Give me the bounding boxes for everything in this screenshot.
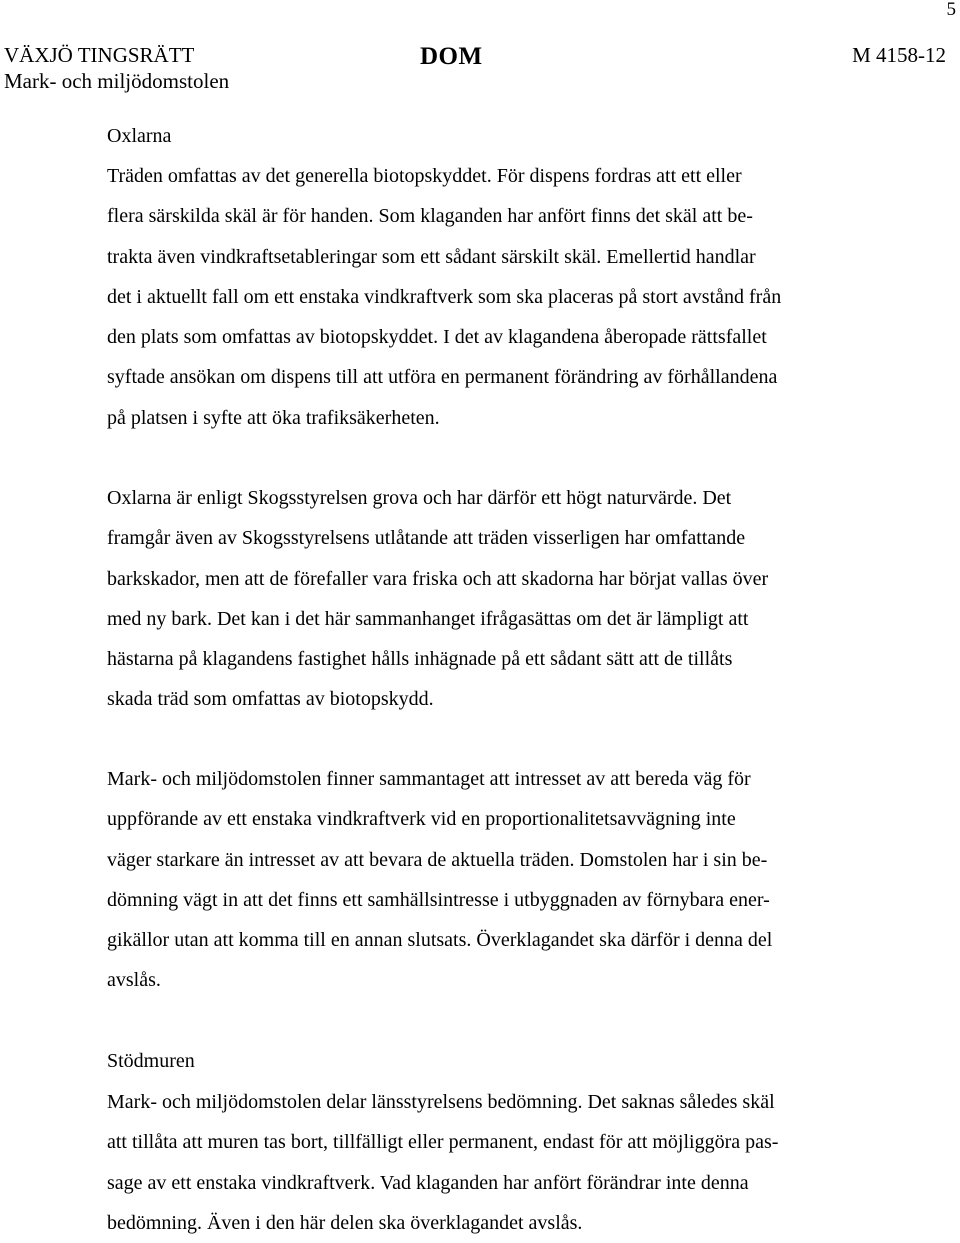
text-line: barkskador, men att de förefaller vara friska och att skadorna har börjat vallas över [107,567,769,590]
text-line: dömning vägt in att det finns ett samhällsintresse i utbyggnaden av förnybara ener- [107,888,770,911]
section-heading-stodmuren: Stödmuren [107,1050,195,1072]
text-line: hästarna på klagandens fastighet hålls inhägnade på ett sådant sätt att de tillåts [107,648,733,671]
court-division: Mark- och miljödomstolen [4,69,230,93]
text-line: väger starkare än intresset av att bevara de aktuella träden. Domstolen har i sin be- [107,848,768,871]
case-number: M 4158-12 [852,43,946,67]
text-line: skada träd som omfattas av biotopskydd. [107,688,434,711]
text-line: sage av ett enstaka vindkraftverk. Vad klaganden har anfört förändrar inte denna [107,1171,749,1194]
text-line: framgår även av Skogsstyrelsens utlåtande att träden visserligen har omfattande [107,527,746,550]
text-line: bedömning. Även i den här delen ska överklagandet avslås. [107,1211,583,1234]
text-line: det i aktuellt fall om ett enstaka vindkraftverk som ska placeras på stort avstånd från [107,285,782,308]
court-name: VÄXJÖ TINGSRÄTT [4,43,195,67]
text-line: avslås. [107,969,161,992]
text-line: Mark- och miljödomstolen delar länsstyrelsens bedömning. Det saknas således skäl [107,1091,775,1113]
text-line: flera särskilda skäl är för handen. Som klaganden har anfört finns det skäl att be- [107,205,753,228]
paragraph-2 [107,478,907,720]
text-line: Träden omfattas av det generella biotopskyddet. För dispens fordras att ett eller [107,165,742,187]
text-line: uppförande av ett enstaka vindkraftverk vid en proportionalitetsavvägning inte [107,808,736,831]
page-number: 5 [946,0,956,20]
paragraph-4 [107,1082,907,1243]
text-line: gikällor utan att komma till en annan slutsats. Överklagandet ska därför i denna del [107,929,773,952]
section-heading-oxlarna: Oxlarna [107,125,172,147]
text-line: Mark- och miljödomstolen finner sammantaget att intresset av att bereda väg för [107,768,751,790]
document-type: DOM [420,43,483,70]
text-line: syftade ansökan om dispens till att utföra en permanent förändring av förhållandena [107,366,778,389]
text-line: trakta även vindkraftsetableringar som ett sådant särskilt skäl. Emellertid handlar [107,245,756,268]
paragraph-3 [107,759,907,1001]
text-line: Oxlarna är enligt Skogsstyrelsen grova och har därför ett högt naturvärde. Det [107,487,732,509]
text-line: att tillåta att muren tas bort, tillfälligt eller permanent, endast för att möjliggöra pas- [107,1131,779,1154]
text-line: på platsen i syfte att öka trafiksäkerheten. [107,406,440,429]
text-line: med ny bark. Det kan i det här sammanhanget ifrågasättas om det är lämpligt att [107,607,749,630]
paragraph-1 [107,156,907,438]
text-line: den plats som omfattas av biotopskyddet. I det av klagandena åberopade rättsfallet [107,326,767,349]
